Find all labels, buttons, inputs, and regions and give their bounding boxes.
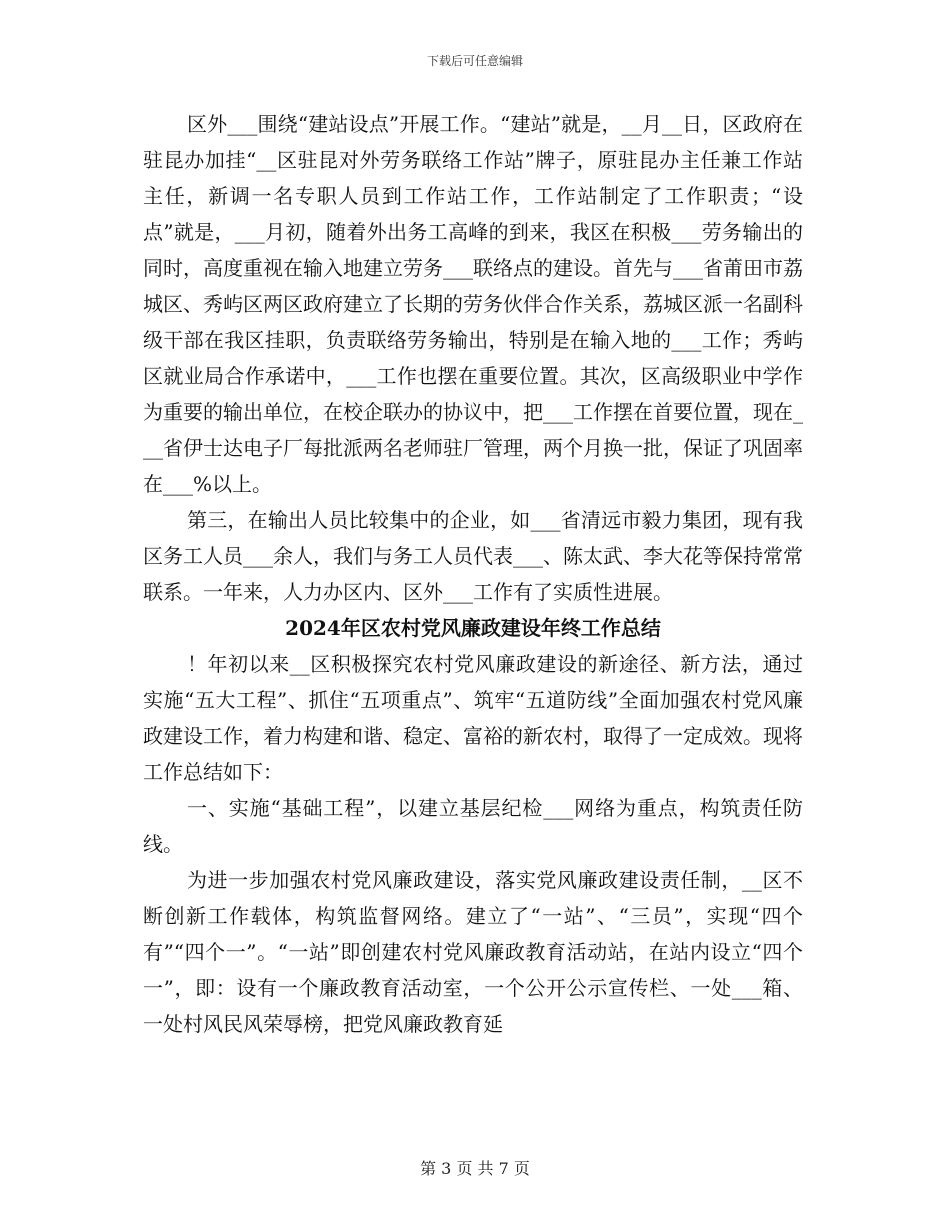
section-title: 2024年区农村党风廉政建设年终工作总结 [285, 616, 661, 640]
body-paragraph-5: 为进一步加强农村党风廉政建设，落实党风廉政建设责任制，__区不断创新工作载体，构筑监督网络。建立了“一站”、“三员”，实现“四个有”“四个一”。“一站”即创建农村党风廉政教育活动站，在站内设立“四个一”，即：设有一个廉政教育活动室，一个公开公示宣传栏、一处___箱、一处村风民风荣辱榜，把党风廉政教育延 [143, 868, 803, 1036]
page-number-footer: 第 3 页 共 7 页 [420, 1159, 530, 1178]
body-paragraph-3: ！年初以来__区积极探究农村党风廉政建设的新途径、新方法，通过实施“五大工程”、抓住“五项重点”、筑牢“五道防线”全面加强农村党风廉政建设工作，着力构建和谐、稳定、富裕的新农村，取得了一定成效。现将工作总结如下： [143, 652, 803, 784]
page-header-note: 下载后可任意编辑 [426, 54, 523, 68]
body-paragraph-2: 第三，在输出人员比较集中的企业，如___省清远市毅力集团，现有我区务工人员___余人，我们与务工人员代表___、陈太武、李大花等保持常常联系。一年来，人力办区内、区外___工作有了实质性进展。 [143, 508, 803, 604]
body-paragraph-1: 区外___围绕“建站设点”开展工作。“建站”就是，__月__日，区政府在驻昆办加挂“__区驻昆对外劳务联络工作站”牌子，原驻昆办主任兼工作站主任，新调一名专职人员到工作站工作，工作站制定了工作职责；“设点”就是，___月初，随着外出务工高峰的到来，我区在积极___劳务输出的同时，高度重视在输入地建立劳务___联络点的建设。首先与___省莆田市荔城区、秀屿区两区政府建立了长期的劳务伙伴合作关系，荔城区派一名副科级干部在我区挂职，负责联络劳务输出，特别是在输入地的___工作；秀屿区就业局合作承诺中，___工作也摆在重要位置。其次，区高级职业中学作为重要的输出单位，在校企联办的协议中，把___工作摆在首要位置，现在___省伊士达电子厂每批派两名老师驻厂管理，两个月换一批，保证了巩固率在___%以上。 [143, 112, 803, 496]
body-paragraph-4: 一、实施“基础工程”，以建立基层纪检___网络为重点，构筑责任防线。 [143, 796, 803, 856]
document-body [143, 106, 803, 1042]
